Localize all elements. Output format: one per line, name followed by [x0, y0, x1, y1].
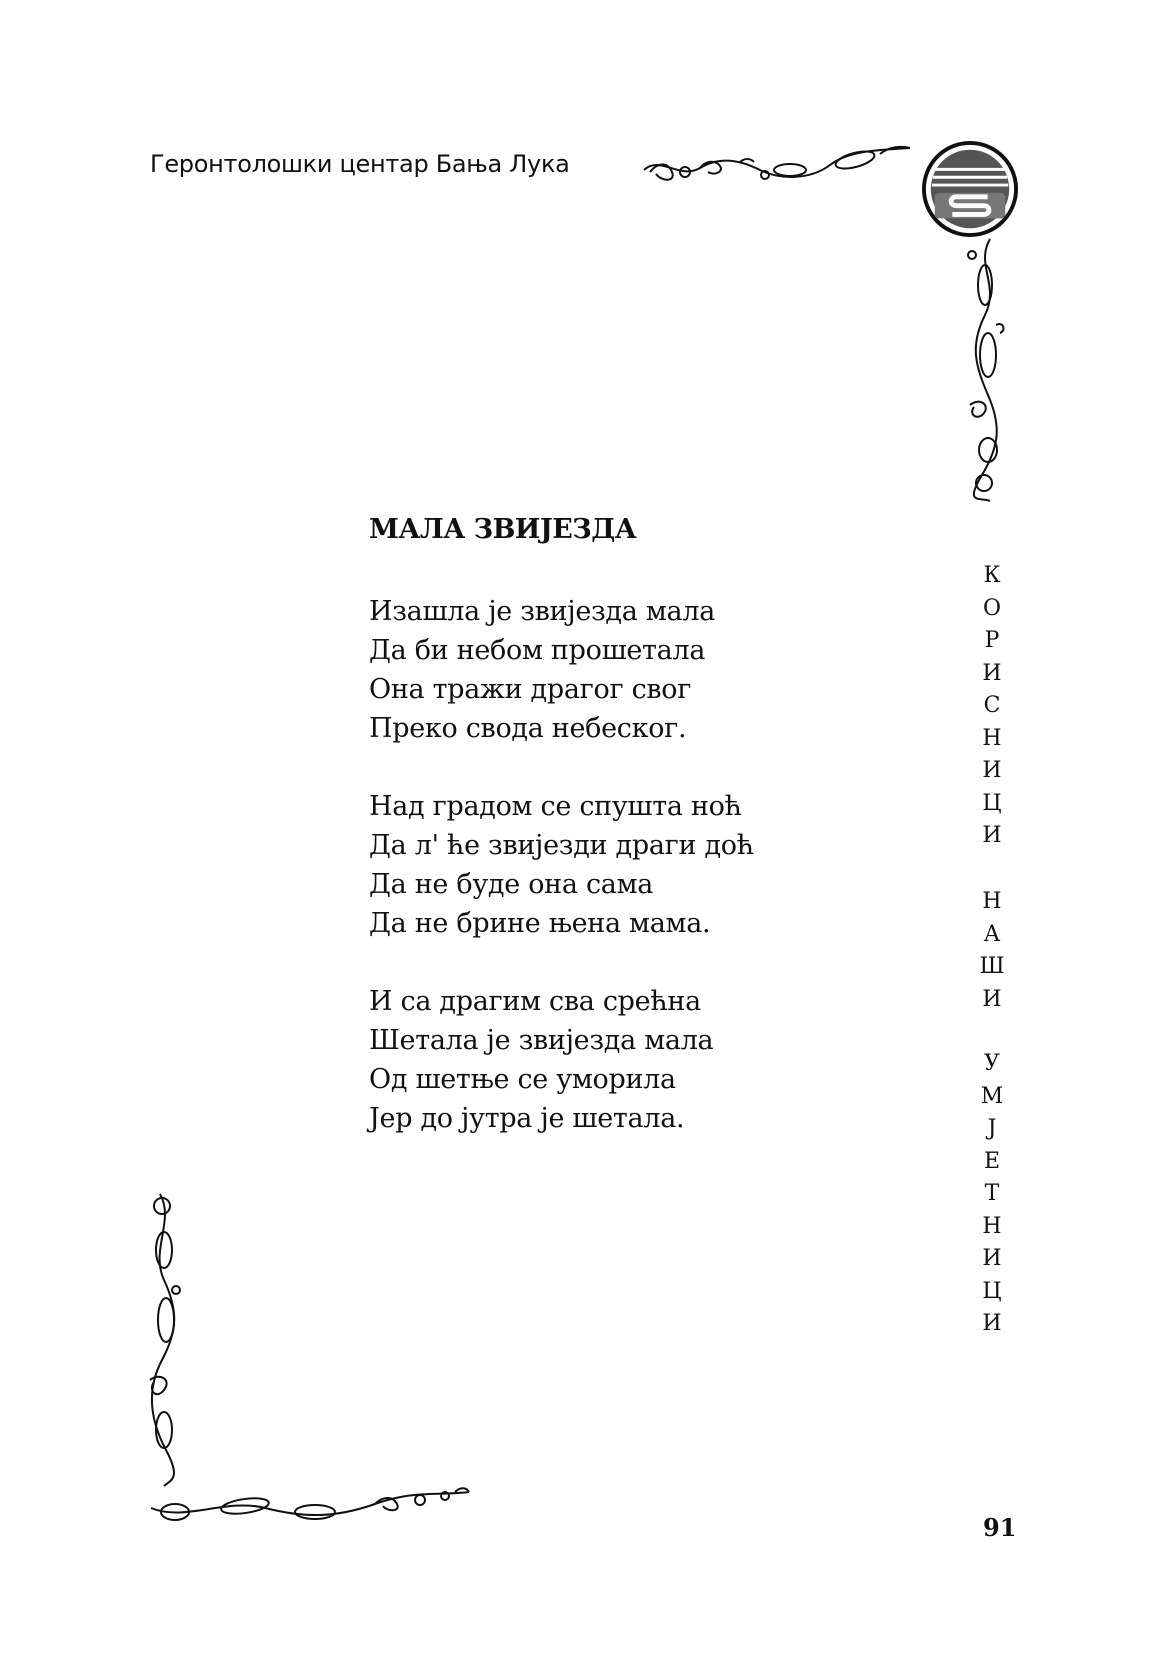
poem-line: Да би небом прошетала — [369, 635, 706, 666]
poem-line: Јер до јутра је шетала. — [369, 1103, 685, 1134]
side-heading-letter: И — [982, 1246, 1002, 1271]
side-heading-letter: У — [984, 1051, 1000, 1076]
poem-line: Од шетње се уморила — [369, 1064, 676, 1095]
page-number: 91 — [983, 1513, 1017, 1542]
vine-ornament-icon — [960, 235, 1010, 505]
side-heading-letter: И — [982, 823, 1002, 848]
side-heading-letter: Т — [984, 1181, 1000, 1206]
side-heading-letter: Е — [983, 1148, 1001, 1174]
running-header: Геронтолошки центар Бања Лука — [150, 150, 570, 178]
vine-ornament-icon — [145, 1478, 475, 1528]
side-heading-letter: Р — [984, 628, 1000, 653]
side-heading-letter: Ј — [987, 1116, 997, 1141]
stanza — [369, 982, 754, 1138]
poem-line: Шетала је звијезда мала — [369, 1025, 714, 1056]
poem-line: И са драгим сва срећна — [369, 986, 701, 1017]
side-heading-letter: М — [980, 1083, 1004, 1109]
poem-line: Преко свода небеског. — [369, 713, 687, 744]
side-heading-letter: С — [983, 693, 1001, 718]
side-heading-letter: К — [983, 563, 1001, 588]
stanza — [369, 787, 754, 943]
side-heading-letter: И — [982, 660, 1002, 686]
poem-line: Да л' ће звијезди драги доћ — [369, 830, 754, 861]
poem-line: Да не буде она сама — [369, 869, 654, 900]
poem-line: Она тражи драгог свог — [369, 674, 692, 705]
side-heading-word — [975, 560, 1009, 853]
side-heading-letter: Ц — [982, 1278, 1002, 1304]
side-heading-letter: А — [983, 921, 1001, 947]
side-heading-letter: И — [982, 758, 1002, 783]
side-heading-letter: Ш — [979, 954, 1005, 979]
side-heading-word — [975, 1048, 1009, 1341]
side-heading-letter: И — [982, 1311, 1002, 1336]
poem-body — [369, 592, 754, 1138]
poem-line: Над градом се спушта ноћ — [369, 791, 742, 822]
side-heading-letter: Н — [982, 725, 1002, 751]
side-heading-letter: И — [982, 986, 1002, 1012]
side-heading-word — [975, 886, 1009, 1016]
circular-s-emblem-icon — [921, 140, 1019, 238]
poem-line: Да не брине њена мама. — [369, 908, 711, 939]
vine-ornament-icon — [640, 140, 930, 190]
side-heading-letter: Н — [982, 1213, 1002, 1239]
poem-line: Изашла је звијезда мала — [369, 596, 715, 627]
side-heading-letter: Н — [982, 889, 1002, 914]
vine-ornament-icon — [140, 1190, 190, 1490]
stanza — [369, 592, 754, 748]
side-heading-letter: Ц — [982, 790, 1002, 816]
side-heading-letter: О — [982, 595, 1002, 621]
poem-title: МАЛА ЗВИЈЕЗДА — [369, 514, 637, 545]
